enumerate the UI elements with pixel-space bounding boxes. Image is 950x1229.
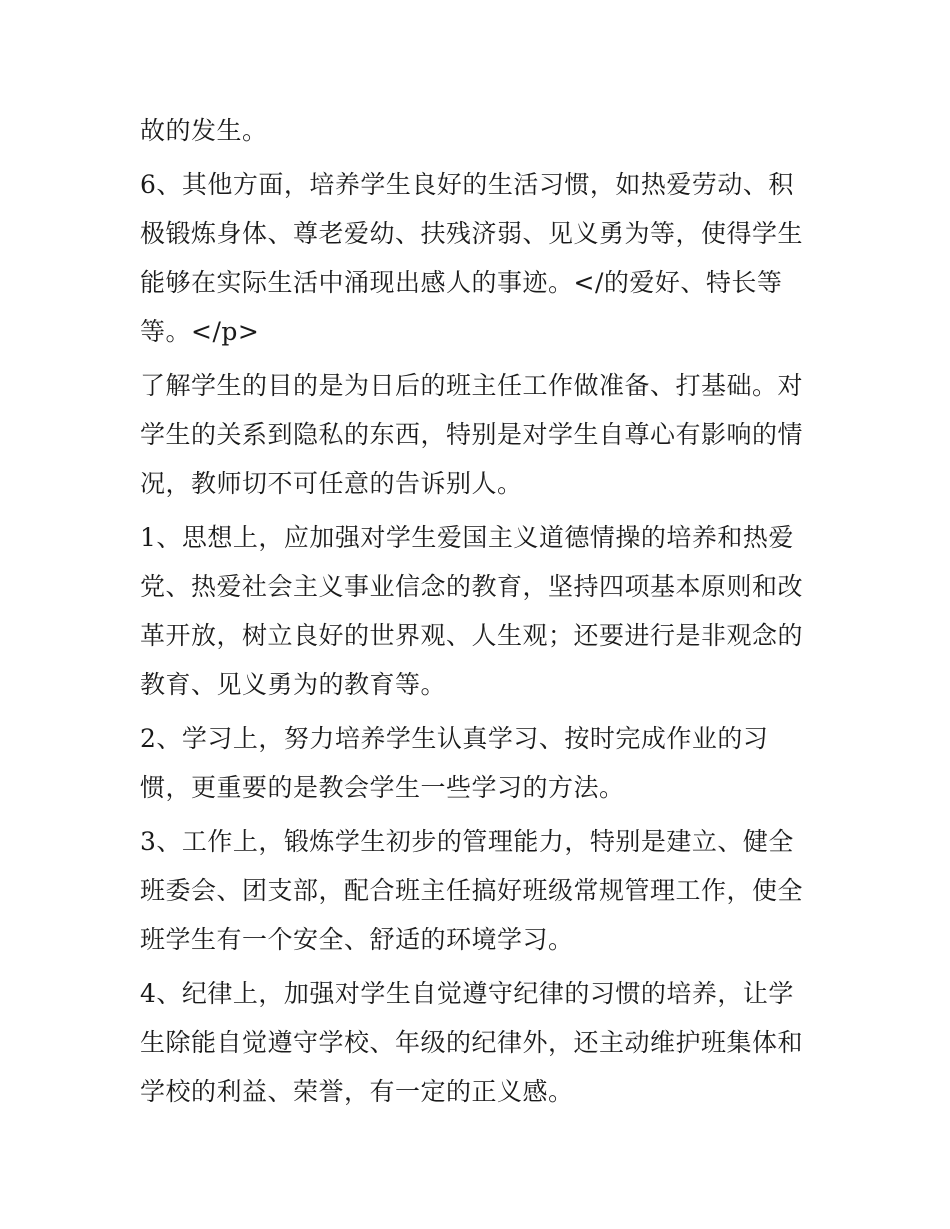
paragraph-ideology: 1、思想上，应加强对学生爱国主义道德情操的培养和热爱党、热爱社会主义事业信念的教育，坚持四项基本原则和改革开放，树立良好的世界观、人生观；还要进行是非观念的教育、见义勇为的教育等。 — [140, 523, 804, 699]
paragraph-understanding-students: 了解学生的目的是为日后的班主任工作做准备、打基础。对学生的关系到隐私的东西，特别是对学生自尊心有影响的情况，教师切不可任意的告诉别人。 — [140, 371, 804, 498]
paragraph-discipline: 4、纪律上，加强对学生自觉遵守纪律的习惯的培养，让学生除能自觉遵守学校、年级的纪律外，还主动维护班集体和学校的利益、荣誉，有一定的正义感。 — [140, 979, 804, 1106]
paragraph-accident-continuation: 故的发生。 — [140, 116, 268, 145]
document-body — [140, 106, 815, 1116]
paragraph-study: 2、学习上，努力培养学生认真学习、按时完成作业的习惯，更重要的是教会学生一些学习的方法。 — [140, 724, 769, 802]
paragraph-other-aspects: 6、其他方面，培养学生良好的生活习惯，如热爱劳动、积极锻炼身体、尊老爱幼、扶残济弱、见义勇为等，使得学生能够在实际生活中涌现出感人的事迹。</的爱好、特长等等。</p> — [140, 170, 804, 346]
paragraph-work: 3、工作上，锻炼学生初步的管理能力，特别是建立、健全班委会、团支部，配合班主任搞好班级常规管理工作，使全班学生有一个安全、舒适的环境学习。 — [140, 827, 804, 954]
